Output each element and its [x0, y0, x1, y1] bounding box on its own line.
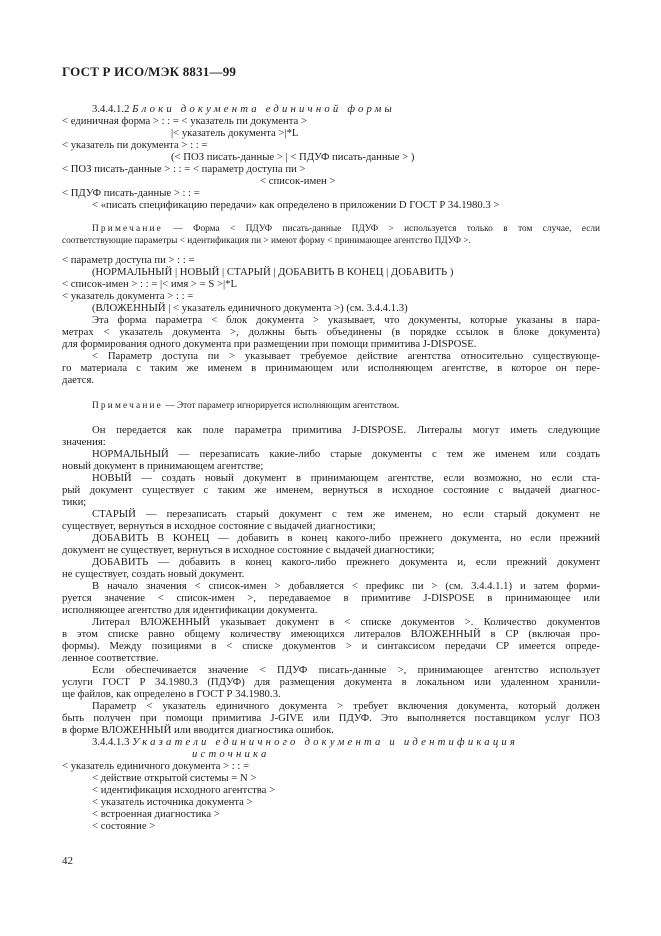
text-line	[62, 290, 600, 302]
text-segment: дается.	[62, 374, 95, 386]
text-segment: формы). Между позициями в < списке документов > и синтаксисом передачи СР имеется опреде-	[62, 640, 600, 652]
text-line	[62, 326, 600, 338]
text-line	[62, 362, 600, 374]
text-segment: < «писать спецификацию передачи» как определено в приложении D ГОСТ Р 34.1980.3 >	[92, 199, 500, 211]
text-segment: Если обеспечивается значение < ПДУФ писать-данные >, принимающее агентство использует	[92, 664, 600, 676]
text-segment: Он передается как поле параметра примитива J-DISPOSE. Литералы могут иметь следующие	[92, 424, 600, 436]
text-segment: метрах < указатель документа >, должны быть объединены (в порядке ссылок в блоке документа)	[62, 326, 600, 338]
text-line	[62, 115, 600, 127]
text-line	[62, 484, 600, 496]
text-line	[92, 266, 600, 278]
text-line	[92, 820, 600, 832]
text-line	[92, 796, 600, 808]
text-line	[62, 235, 600, 247]
text-segment: Указатели единичного документа и идентификация	[132, 736, 519, 748]
text-segment: не существует, создать новый документ.	[62, 568, 245, 580]
text-line	[92, 448, 600, 460]
text-segment: Параметр < указатель единичного документа > требует включения документа, который должен	[92, 700, 600, 712]
text-line	[92, 700, 600, 712]
text-line	[92, 350, 600, 362]
text-segment: < указатель единичного документа > : : =	[62, 760, 250, 772]
text-line	[62, 278, 600, 290]
text-segment: руется значение < список-имен >, передаваемое в примитиве J-DISPOSE в принимающее или	[62, 592, 600, 604]
text-line	[92, 736, 600, 748]
text-segment: (НОРМАЛЬНЫЙ | НОВЫЙ | СТАРЫЙ | ДОБАВИТЬ В КОНЕЦ | ДОБАВИТЬ )	[92, 266, 454, 278]
text-line	[92, 772, 600, 784]
text-line	[62, 544, 600, 556]
text-line	[92, 616, 600, 628]
text-segment: < встроенная диагностика >	[92, 808, 220, 820]
running-header: ГОСТ Р ИСО/МЭК 8831—99	[62, 64, 237, 79]
text-segment: быть получен при помощи примитива J-GIVE или ПДУФ. Это выполняется поставщиком услуг ПОЗ	[62, 712, 600, 724]
text-segment: < единичная форма > : : = < указатель пи документа >	[62, 115, 307, 127]
text-segment: < ПОЗ писать-данные > : : = < параметр доступа пи >	[62, 163, 306, 175]
text-line	[92, 199, 600, 211]
text-segment: 3.4.4.1.2	[92, 103, 133, 115]
text-segment: В начало значения < список-имен > добавляется < префикс пи > (см. 3.4.4.1.1) и затем форми-	[92, 580, 600, 592]
text-line	[92, 424, 600, 436]
text-line	[62, 568, 600, 580]
text-line	[260, 175, 600, 187]
text-line	[62, 676, 600, 688]
text-segment: в этом списке равно общему количеству имеющихся литералов ВЛОЖЕННЫЙ в СР (включая про-	[62, 628, 600, 640]
text-segment: (ВЛОЖЕННЫЙ | < указатель единичного документа >) (см. 3.4.4.1.3)	[92, 302, 408, 314]
text-line	[92, 784, 600, 796]
text-line	[92, 556, 600, 568]
text-segment: 3.4.4.1.3	[92, 736, 133, 748]
text-segment: < список-имен > : : = |< имя > = S >|*L	[62, 278, 237, 290]
text-line	[62, 338, 600, 350]
text-segment: Литерал ВЛОЖЕННЫЙ указывает документ в < списке документов >. Количество документов	[92, 616, 600, 628]
text-line	[171, 151, 600, 163]
text-line	[62, 688, 600, 700]
text-segment: СТАРЫЙ — перезаписать старый документ с тем же именем, но если старый документ не	[92, 508, 600, 520]
text-segment: |< указатель документа >|*L	[171, 127, 299, 139]
text-segment: < список-имен >	[260, 175, 336, 187]
text-line	[62, 628, 600, 640]
text-segment: услуги ГОСТ Р 34.1980.3 (ПДУФ) для размещения документа в локальном или удаленном хранили-	[62, 676, 600, 688]
text-line	[92, 302, 600, 314]
text-segment: — Этот параметр игнорируется исполняющим агентством.	[163, 401, 400, 411]
text-segment: тики;	[62, 496, 87, 508]
text-line	[92, 532, 600, 544]
text-line	[62, 187, 600, 199]
text-segment: НОРМАЛЬНЫЙ — перезаписать какие-либо старые документы с тем же именем или создать	[92, 448, 600, 460]
text-segment: Блоки документа единичной формы	[132, 103, 395, 115]
text-line	[92, 314, 600, 326]
text-segment: < параметр доступа пи > : : =	[62, 254, 195, 266]
text-segment: соответствующие параметры < идентификация пи > имеют форму < принимающее агентство ПДУФ >.	[62, 236, 471, 246]
text-line	[62, 604, 600, 616]
text-line	[62, 254, 600, 266]
text-segment: < указатель пи документа > : : =	[62, 139, 208, 151]
text-segment: < идентификация исходного агентства >	[92, 784, 276, 796]
text-segment: (< ПОЗ писать-данные > | < ПДУФ писать-данные > )	[171, 151, 415, 163]
text-segment: источника	[192, 748, 270, 760]
text-segment: документ не существует, вернуться в исходное состояние с выдачей диагностики;	[62, 544, 435, 556]
page-number: 42	[62, 855, 73, 867]
text-segment: новый документ в принимающем агентстве;	[62, 460, 264, 472]
text-segment: ще файлов, как определено в ГОСТ Р 34.1980.3.	[62, 688, 281, 700]
text-segment: существует, вернуться в исходное состояние с выдачей диагностики;	[62, 520, 376, 532]
text-segment: НОВЫЙ — создать новый документ в принимающем агентстве, если возможно, но если ста-	[92, 472, 600, 484]
text-segment: < указатель источника документа >	[92, 796, 253, 808]
text-line	[62, 139, 600, 151]
text-segment: Эта форма параметра < блок документа > указывает, что документы, которые указаны в пара-	[92, 314, 600, 326]
text-line	[62, 652, 600, 664]
text-line	[62, 163, 600, 175]
text-line	[62, 712, 600, 724]
text-segment: го материала с таким же именем в принимающем или исполняющем агентстве, в которое он пере-	[62, 362, 600, 374]
text-line	[92, 103, 600, 115]
text-segment: < указатель документа > : : =	[62, 290, 194, 302]
text-line	[92, 508, 600, 520]
text-line	[171, 127, 600, 139]
text-segment: < Параметр доступа пи > указывает требуемое действие агентства относительно существующе-	[92, 350, 600, 362]
text-line	[92, 580, 600, 592]
text-segment: — Форма < ПДУФ писать-данные ПДУФ > используется только в том случае, если	[163, 224, 600, 234]
text-line	[62, 724, 600, 736]
text-line	[192, 748, 600, 760]
text-line	[92, 664, 600, 676]
text-line	[62, 640, 600, 652]
text-line	[62, 374, 600, 386]
text-segment: в форме ВЛОЖЕННЫЙ или вводится диагностика ошибок.	[62, 724, 334, 736]
text-segment: рый документ существует с таким же именем, вернуться в исходное состояние с выдачей диагнос-	[62, 484, 600, 496]
text-segment: < действие открытой системы = N >	[92, 772, 257, 784]
text-segment: < ПДУФ писать-данные > : : =	[62, 187, 200, 199]
text-line	[62, 592, 600, 604]
text-segment: исполняющее агентство для идентификации документа.	[62, 604, 318, 616]
text-segment: для формирования одного документа при размещении при помощи примитива J-DISPOSE.	[62, 338, 477, 350]
text-line	[62, 496, 600, 508]
text-line	[92, 472, 600, 484]
text-line	[62, 520, 600, 532]
text-segment: ленное соответствие.	[62, 652, 159, 664]
text-segment: ДОБАВИТЬ — добавить в конец какого-либо прежнего документа и, если прежний документ	[92, 556, 600, 568]
text-line	[62, 436, 600, 448]
text-line	[62, 760, 600, 772]
text-line	[92, 808, 600, 820]
text-segment: Примечание	[92, 224, 163, 234]
text-segment: ДОБАВИТЬ В КОНЕЦ — добавить в конец какого-либо прежнего документа, но если прежний	[92, 532, 600, 544]
text-line	[92, 400, 600, 412]
text-segment: < состояние >	[92, 820, 156, 832]
text-line	[92, 223, 600, 235]
text-segment: Примечание	[92, 401, 163, 411]
text-line	[62, 460, 600, 472]
text-segment: значения:	[62, 436, 106, 448]
